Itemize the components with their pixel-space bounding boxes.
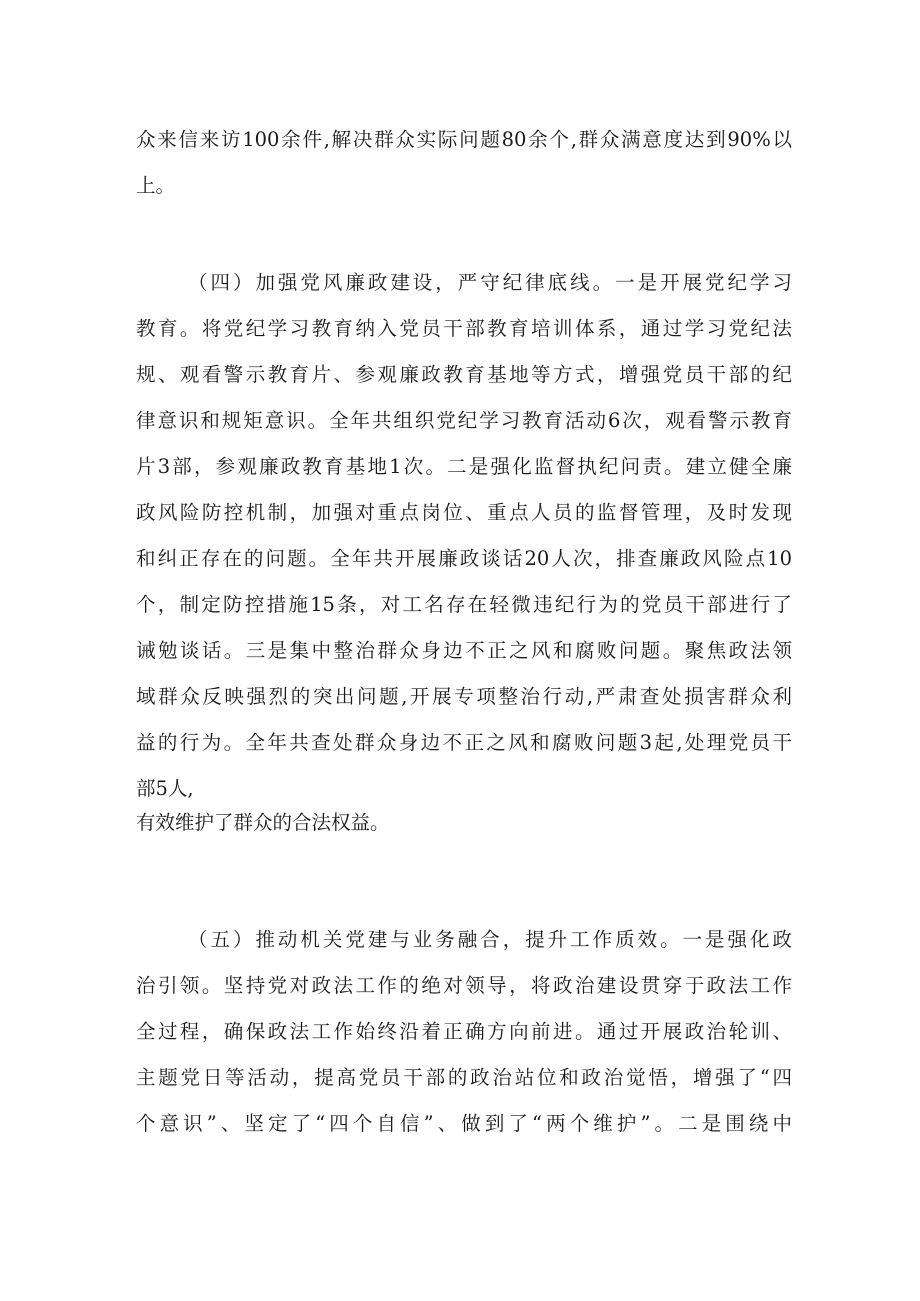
section-heading-line: （五）推动机关党建与业务融合，提升工作质效。一是强化政 [188, 928, 792, 951]
section-heading-line: （四）加强党风廉政建设，严守纪律底线。一是开展党纪学习 [188, 271, 792, 294]
text-line: 律意识和规矩意识。全年共组织党纪学习教育活动6次，观看警示教育 [136, 409, 792, 432]
text-line: 政风险防控机制，加强对重点岗位、重点人员的监督管理，及时发现 [136, 501, 792, 524]
text-line: 上。 [136, 174, 176, 197]
text-line: 域群众反映强烈的突出问题,开展专项整治行动,严肃查处损害群众利 [136, 685, 792, 708]
text-line: 片3部，参观廉政教育基地1次。二是强化监督执纪问责。建立健全廉 [136, 455, 792, 478]
text-line: 部5人, [136, 777, 194, 800]
text-line: 教育。将党纪学习教育纳入党员干部教育培训体系，通过学习党纪法 [136, 317, 792, 340]
text-line: 全过程，确保政法工作始终沿着正确方向前进。通过开展政治轮训、 [136, 1020, 792, 1043]
text-line: 益的行为。全年共查处群众身边不正之风和腐败问题3起,处理党员干 [136, 731, 792, 754]
paragraph-continuation [136, 125, 792, 217]
text-line: 有效维护了群众的合法权益。 [136, 811, 390, 834]
text-line: 诫勉谈话。三是集中整治群众身边不正之风和腐败问题。聚焦政法领 [136, 639, 792, 662]
text-line: 治引领。坚持党对政法工作的绝对领导，将政治建设贯穿于政法工作 [136, 974, 792, 997]
text-line: 和纠正存在的问题。全年共开展廉政谈话20人次，排查廉政风险点10 [136, 547, 792, 570]
paragraph-section-four [136, 268, 792, 854]
text-line: 个意识”、坚定了“四个自信”、做到了“两个维护”。二是围绕中 [136, 1112, 792, 1135]
text-line: 规、观看警示教育片、参观廉政教育基地等方式，增强党员干部的纪 [136, 363, 792, 386]
text-line: 主题党日等活动，提高党员干部的政治站位和政治觉悟，增强了“四 [136, 1066, 792, 1089]
paragraph-section-five [136, 925, 792, 1155]
text-line: 个，制定防控措施15条，对工名存在轻微违纪行为的党员干部进行了 [136, 593, 792, 616]
text-line: 众来信来访100余件,解决群众实际问题80余个,群众满意度达到90%以 [136, 128, 792, 151]
